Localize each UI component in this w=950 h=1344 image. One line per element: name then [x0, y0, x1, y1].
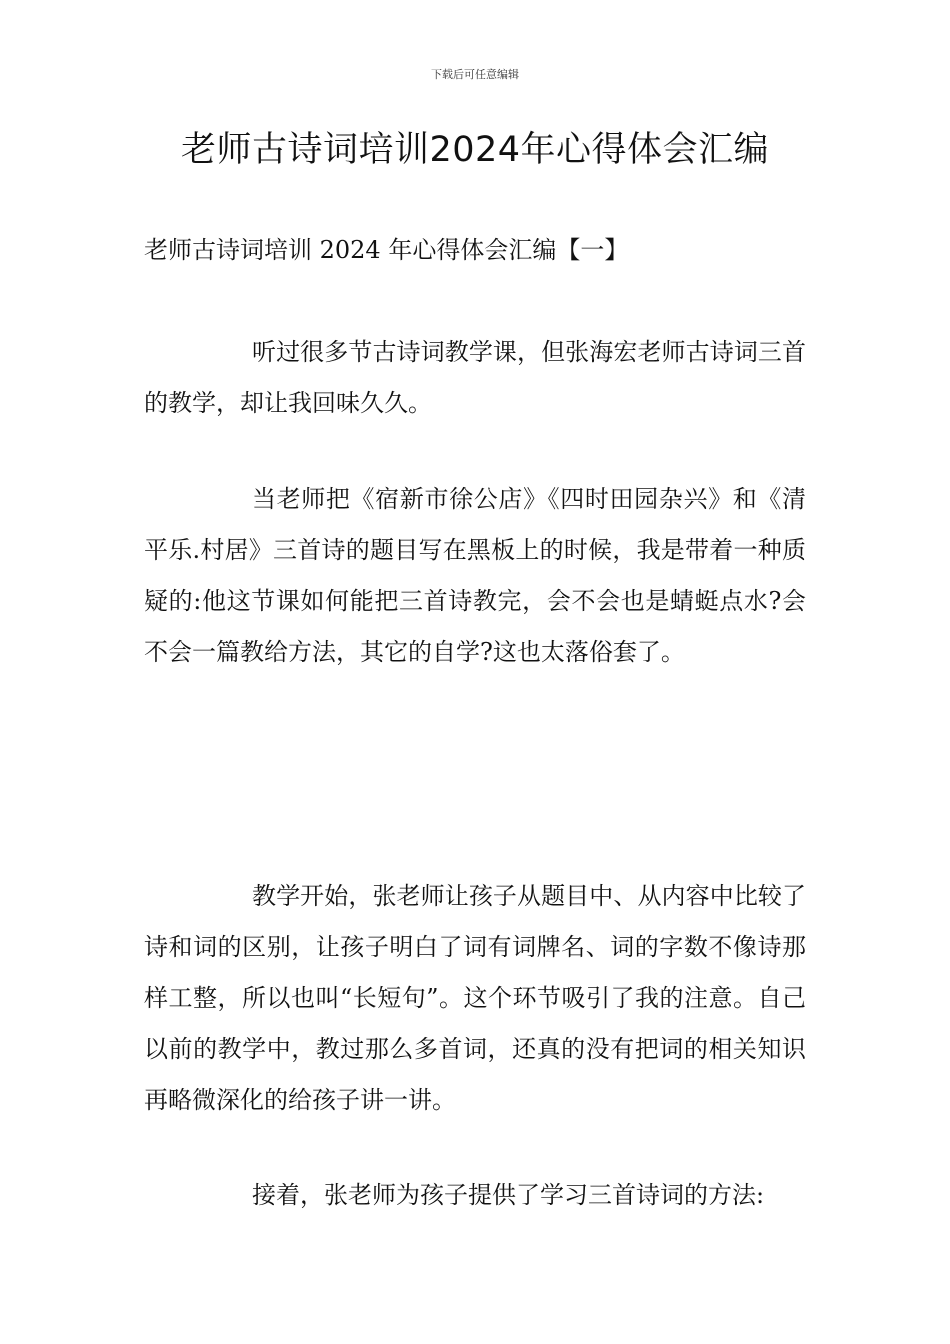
document-title: 老师古诗词培训2024年心得体会汇编	[180, 130, 770, 170]
paragraph: 接着，张老师为孩子提供了学习三首诗词的方法:	[252, 1181, 765, 1209]
paragraph: 教学开始，张老师让孩子从题目中、从内容中比较了诗和词的区别，让孩子明白了词有词牌名、词的字数不像诗那样工整，所以也叫“长短句”。这个环节吸引了我的注意。自己以前的教学中，教过那么多首词，还真的没有把词的相关知识再略微深化的给孩子讲一讲。	[144, 882, 806, 1114]
header-note: 下载后可任意编辑	[431, 68, 519, 81]
paragraph: 当老师把《宿新市徐公店》《四时田园杂兴》和《清平乐.村居》三首诗的题目写在黑板上的时候，我是带着一种质疑的:他这节课如何能把三首诗教完，会不会也是蜻蜓点水?会不会一篇教给方法，其它的自学?这也太落俗套了。	[144, 485, 806, 666]
section-heading: 老师古诗词培训 2024 年心得体会汇编【一】	[144, 236, 629, 264]
paragraph: 听过很多节古诗词教学课，但张海宏老师古诗词三首的教学，却让我回味久久。	[144, 338, 806, 417]
